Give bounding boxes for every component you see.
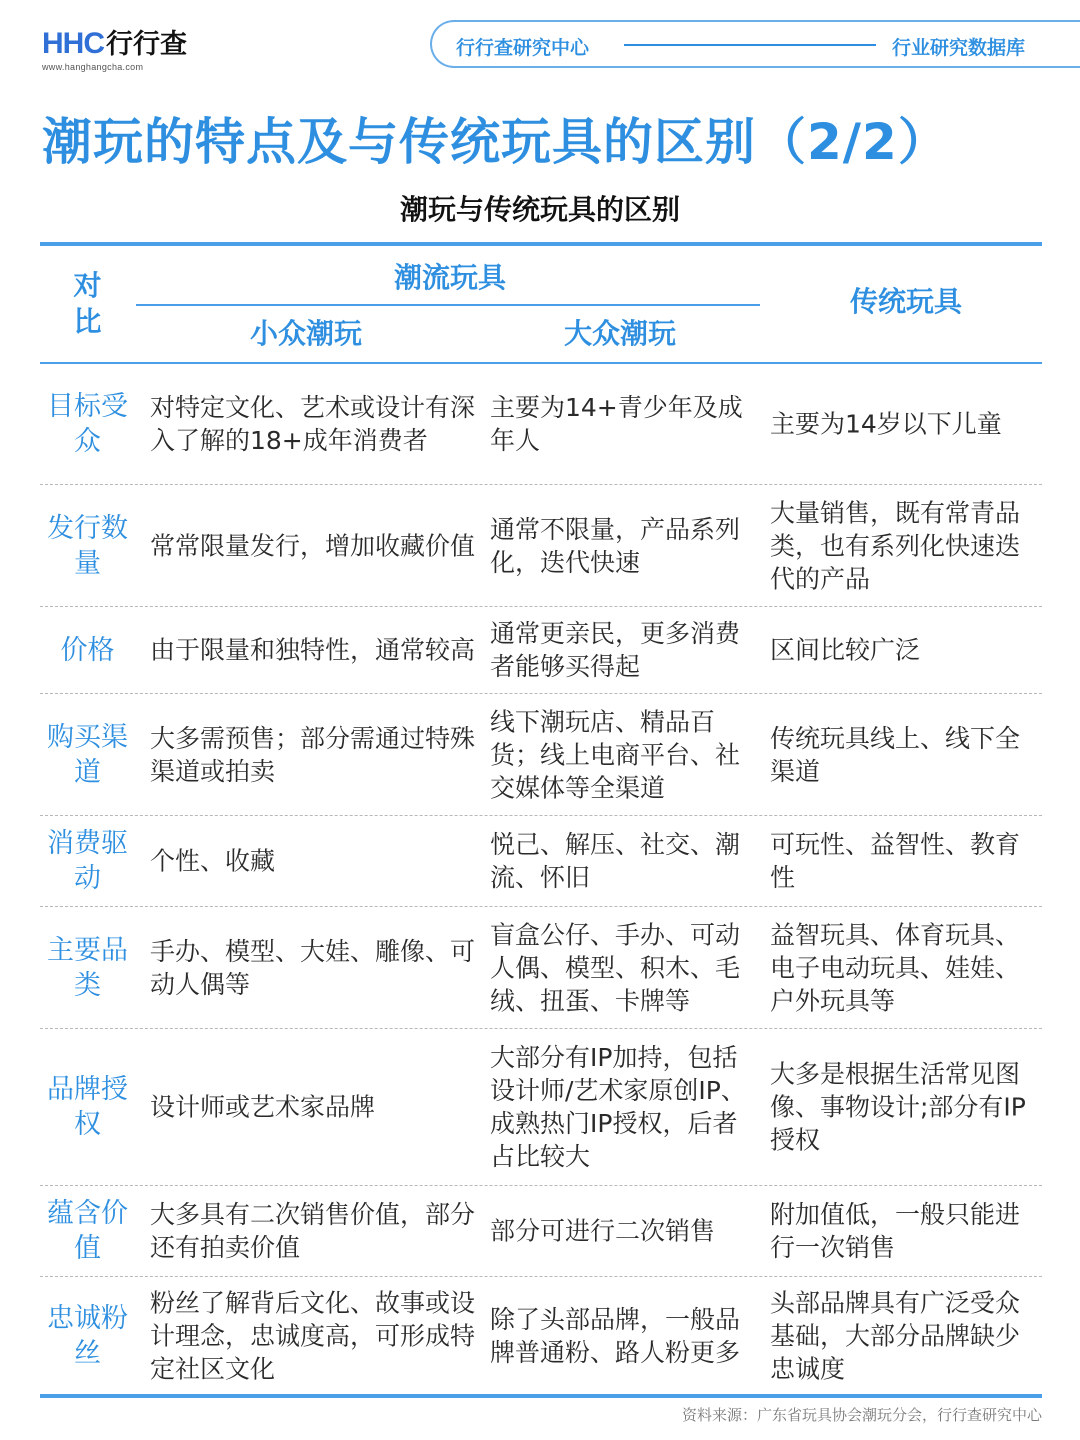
logo-latin: HHC	[42, 27, 104, 60]
cell-niche: 对特定文化、艺术或设计有深入了解的18+成年消费者	[150, 393, 476, 455]
cell-mass: 盲盒公仔、手办、可动人偶、模型、积木、毛绒、扭蛋、卡牌等	[490, 920, 741, 1015]
comparison-table	[40, 242, 1042, 1398]
header-database: 行业研究数据库	[892, 37, 1026, 59]
header-pill	[430, 20, 1080, 68]
cell-traditional: 附加值低，一般只能进行一次销售	[770, 1200, 1021, 1262]
row-label: 发行数量	[47, 512, 128, 579]
header-compare: 对 比	[73, 269, 102, 338]
cell-mass: 主要为14+青少年及成年人	[490, 393, 743, 455]
table-row	[40, 694, 1042, 816]
cell-niche: 由于限量和独特性，通常较高	[150, 635, 476, 665]
cell-mass: 通常不限量，产品系列化，迭代快速	[490, 514, 741, 577]
table-row	[40, 907, 1042, 1029]
logo-chinese: 行行查	[106, 29, 187, 60]
cell-mass: 除了头部品牌，一般品牌普通粉、路人粉更多	[490, 1304, 741, 1367]
row-label: 品牌授权	[47, 1074, 128, 1140]
table-row	[40, 816, 1042, 907]
header-research-center: 行行查研究中心	[456, 37, 590, 59]
table-row	[40, 607, 1042, 694]
cell-niche: 常常限量发行，增加收藏价值	[150, 531, 476, 560]
table-row	[40, 1029, 1042, 1186]
logo-url: www.hanghangcha.com	[42, 62, 144, 72]
cell-traditional: 主要为14岁以下儿童	[770, 409, 1002, 439]
header-traditional: 传统玩具	[849, 285, 962, 318]
cell-mass: 大部分有IP加持，包括设计师/艺术家原创IP、成熟热门IP授权，后者占比较大	[490, 1043, 746, 1171]
row-label: 消费驱动	[47, 828, 128, 894]
table-title: 潮玩与传统玩具的区别	[399, 193, 680, 226]
cell-niche: 手办、模型、大娃、雕像、可动人偶等	[150, 936, 476, 999]
header-niche: 小众潮玩	[249, 317, 362, 350]
table-row	[40, 364, 1042, 485]
row-label: 主要品类	[47, 934, 128, 1001]
cell-traditional: 大多是根据生活常见图像、事物设计;部分有IP授权	[770, 1059, 1026, 1155]
cell-traditional: 大量销售，既有常青品类，也有系列化快速迭代的产品	[770, 498, 1021, 593]
table-row	[40, 485, 1042, 607]
table-header	[40, 246, 1042, 362]
header-divider-line	[624, 44, 876, 46]
cell-traditional: 传统玩具线上、线下全渠道	[770, 723, 1021, 786]
cell-traditional: 区间比较广泛	[770, 635, 921, 665]
cell-traditional: 头部品牌具有广泛受众基础，大部分品牌缺少忠诚度	[770, 1288, 1021, 1383]
row-label: 忠诚粉丝	[47, 1302, 128, 1369]
cell-niche: 设计师或艺术家品牌	[150, 1092, 376, 1122]
cell-traditional: 益智玩具、体育玩具、电子电动玩具、娃娃、户外玩具等	[770, 920, 1021, 1015]
logo-mark	[42, 28, 187, 61]
table-bottom-rule	[40, 1394, 1042, 1398]
cell-mass: 部分可进行二次销售	[490, 1216, 716, 1246]
row-label: 购买渠道	[47, 721, 128, 788]
header-mass: 大众潮玩	[563, 317, 676, 350]
header-trendy-toys: 潮流玩具	[393, 261, 506, 294]
header-group-rule	[136, 304, 760, 306]
cell-mass: 线下潮玩店、精品百货；线上电商平台、社交媒体等全渠道	[490, 707, 741, 802]
cell-niche: 个性、收藏	[150, 846, 276, 876]
table-row	[40, 1277, 1042, 1394]
cell-traditional: 可玩性、益智性、教育性	[770, 830, 1021, 892]
cell-mass: 通常更亲民，更多消费者能够买得起	[490, 619, 741, 681]
row-label: 价格	[60, 634, 115, 666]
cell-mass: 悦己、解压、社交、潮流、怀旧	[490, 830, 741, 892]
row-label: 蕴含价值	[47, 1198, 128, 1264]
source-note: 资料来源：广东省玩具协会潮玩分会，行行查研究中心	[681, 1406, 1042, 1424]
brand-logo	[42, 28, 187, 72]
page-title: 潮玩的特点及与传统玩具的区别（2/2）	[42, 113, 949, 171]
cell-niche: 大多具有二次销售价值，部分还有拍卖价值	[150, 1200, 476, 1262]
cell-niche: 大多需预售；部分需通过特殊渠道或拍卖	[150, 723, 476, 786]
table-row	[40, 1186, 1042, 1277]
cell-niche: 粉丝了解背后文化、故事或设计理念，忠诚度高，可形成特定社区文化	[150, 1288, 476, 1383]
row-label: 目标受众	[47, 391, 128, 457]
